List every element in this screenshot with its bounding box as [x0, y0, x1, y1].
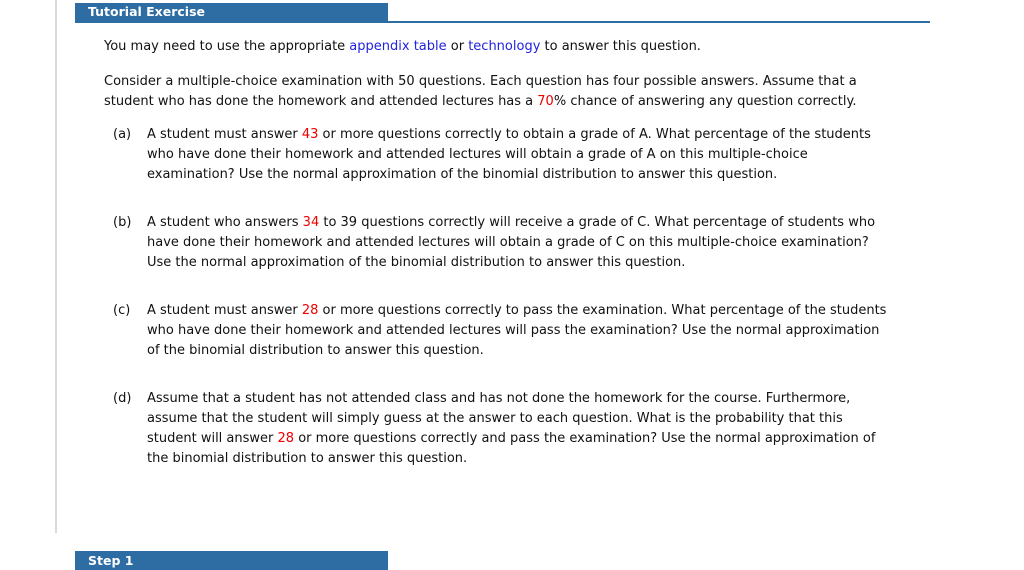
text-run: to answer this question. [540, 39, 701, 54]
text-run: to 39 questions correctly will receive a grade of C. What percentage of students who have done their homework and attended lectures will obtain a grade of C on this multiple-choice examination? Use the normal approximation of the binomial distribution to answer this question. [147, 215, 876, 270]
highlighted-value: 28 [277, 431, 295, 446]
question-part-b [104, 213, 909, 273]
part-label: (a) [113, 127, 132, 142]
highlighted-value: 43 [301, 127, 319, 142]
text-run: A student who answers [147, 215, 303, 230]
part-text [147, 125, 895, 185]
part-label: (b) [113, 215, 132, 230]
highlighted-value: 70 [537, 94, 554, 109]
section-title-step-1: Step 1 [75, 551, 388, 570]
part-text [147, 389, 895, 469]
highlighted-value: 28 [301, 303, 319, 318]
inline-link[interactable]: appendix table [349, 39, 447, 54]
text-run: Consider a multiple-choice examination with 50 questions. Each question has four possible answers. Assume that a student who has done the homework and attended lectures has a [104, 74, 857, 109]
text-run: or more questions correctly to obtain a grade of A. What percentage of the students who have done their homework and attended lectures will obtain a grade of A on this multiple-choice examination? Use the normal approximation of the binomial distribution to answer this question. [147, 127, 871, 182]
part-text [147, 213, 895, 273]
text-run: Assume that a student has not attended class and has not done the homework for the course. Furthermore, assume that the student will simply guess at the answer to each question. What is the probability that this student will answer [147, 391, 851, 446]
section-header [75, 3, 930, 23]
inline-link[interactable]: technology [468, 39, 541, 54]
left-rule-divider [55, 0, 57, 533]
part-label: (d) [113, 391, 132, 406]
text-run: % chance of answering any question correctly. [553, 94, 857, 109]
text-run: or [446, 39, 469, 54]
question-part-d [104, 389, 909, 469]
section-title-tutorial-exercise: Tutorial Exercise [75, 3, 388, 21]
question-part-a [104, 125, 909, 185]
intro-paragraph [104, 37, 904, 57]
highlighted-value: 34 [302, 215, 320, 230]
text-run: You may need to use the appropriate [104, 39, 350, 54]
question-parts [104, 125, 909, 469]
text-run: or more questions correctly to pass the examination. What percentage of the students who have done their homework and attended lectures will pass the examination? Use the normal approximation of the binomial distribution to answer this question. [147, 303, 887, 358]
text-run: or more questions correctly and pass the examination? Use the normal approximation of the binomial distribution to answer this question. [147, 431, 876, 466]
exercise-body [104, 37, 909, 469]
problem-setup-paragraph [104, 72, 899, 112]
question-part-c [104, 301, 909, 361]
text-run: A student must answer [147, 303, 302, 318]
text-run: A student must answer [147, 127, 302, 142]
part-label: (c) [113, 303, 131, 318]
part-text [147, 301, 895, 361]
